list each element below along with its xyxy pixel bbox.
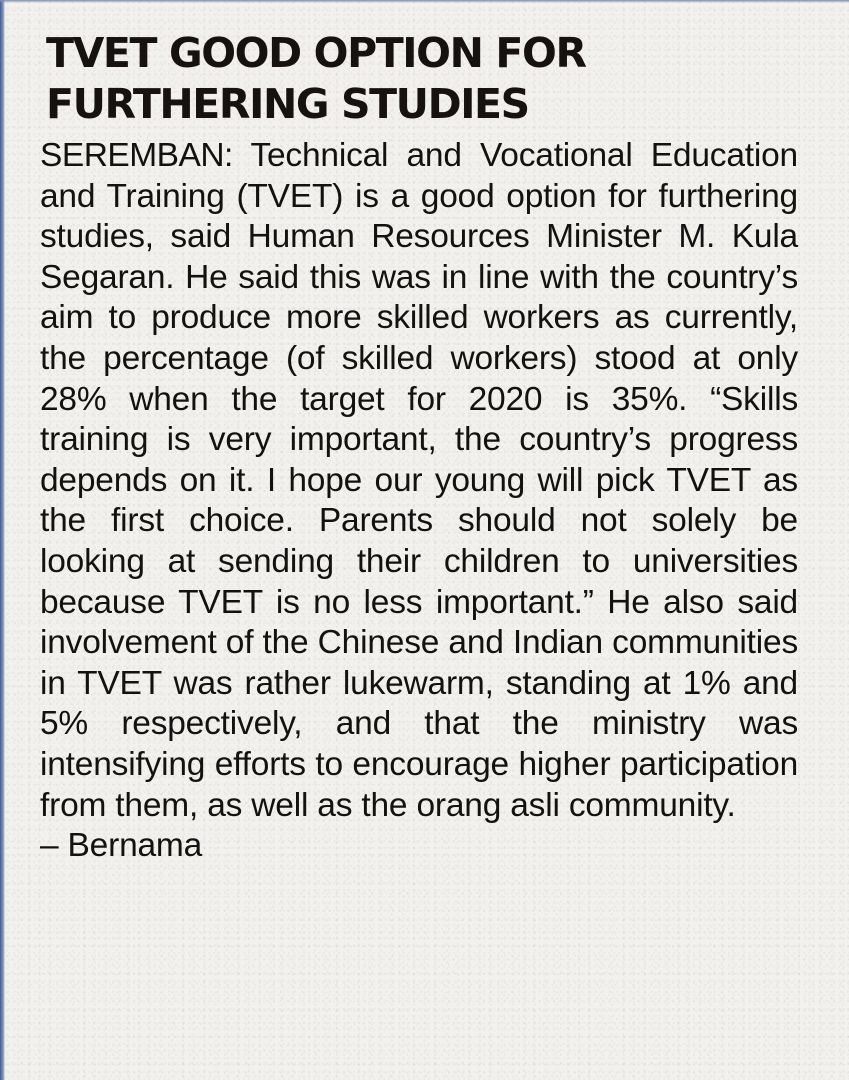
article-dateline: SEREMBAN: [40,137,233,174]
article-headline: TVET GOOD OPTION FOR FURTHERING STUDIES [46,29,586,128]
article-byline: – Bernama [40,827,203,865]
article-body-text: Technical and Vocational Education and Training (TVET) is a good option for furthering studies, said Human Resources Minister M. Kula Segaran. He said this was in line with the country’s aim to produce more skilled workers as currently, the percentage (of skilled workers) stood at only 28% when the target for 2020 is 35%. “Skills training is very important, the country’s progress depends on it. I hope our young will pick TVET as the first choice. Parents should not solely be looking at sending their children to universities because TVET is no less important.” He also said involvement of the Chinese and Indian communities in TVET was rather lukewarm, standing at 1% and 5% respectively, and that the ministry was intensifying efforts to encourage higher participation from them, as well as the orang asli community. [40,137,798,824]
page-edge-left [0,0,5,1080]
page-edge-top [0,0,849,3]
news-article [40,28,798,867]
article-body [40,136,798,867]
